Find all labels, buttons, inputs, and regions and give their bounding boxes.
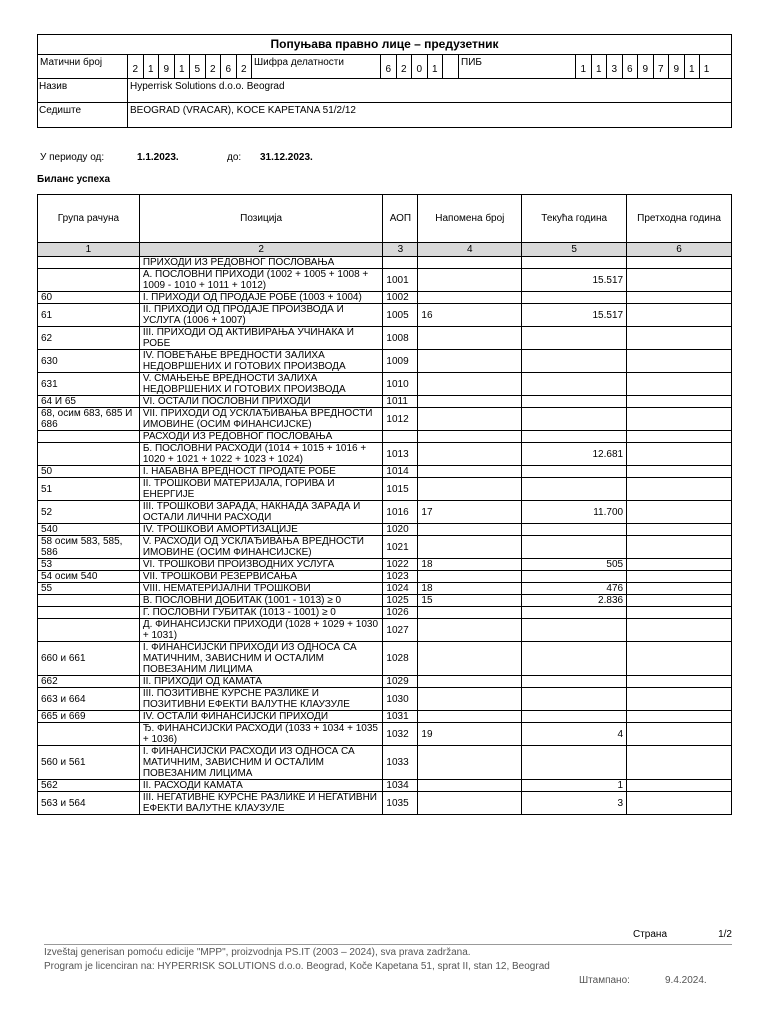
group-cell: 562 (38, 780, 140, 792)
group-cell (38, 431, 140, 443)
report-page (37, 34, 732, 986)
position-cell: V. РАСХОДИ ОД УСКЛАЂИВАЊА ВРЕДНОСТИ ИМОВИНЕ (ОСИМ ФИНАНСИЈСКЕ) (139, 536, 383, 559)
sifra-digits (381, 55, 443, 78)
position-cell: VIII. НЕМАТЕРИЈАЛНИ ТРОШКОВИ (139, 583, 383, 595)
position-cell: В. ПОСЛОВНИ ДОБИТАК (1001 - 1013) ≥ 0 (139, 595, 383, 607)
section-title: Биланс успеха (37, 174, 111, 185)
group-cell: 660 и 661 (38, 642, 140, 676)
previous-year-cell (627, 408, 732, 431)
note-cell (418, 711, 522, 723)
table-row (38, 792, 732, 815)
group-cell: 62 (38, 327, 140, 350)
position-cell: А. ПОСЛОВНИ ПРИХОДИ (1002 + 1005 + 1008 + 1009 - 1010 + 1011 + 1012) (139, 269, 383, 292)
note-cell (418, 619, 522, 642)
table-row (38, 373, 732, 396)
aop-cell: 1020 (383, 524, 418, 536)
aop-cell: 1011 (383, 396, 418, 408)
table-row (38, 619, 732, 642)
aop-cell: 1002 (383, 292, 418, 304)
previous-year-cell (627, 676, 732, 688)
note-cell (418, 257, 522, 269)
table-row (38, 723, 732, 746)
aop-cell: 1009 (383, 350, 418, 373)
position-cell: II. ПРИХОДИ ОД КАМАТА (139, 676, 383, 688)
maticni-digit: 5 (190, 55, 206, 78)
group-cell (38, 723, 140, 746)
pib-digits (576, 55, 713, 78)
position-cell: ПРИХОДИ ИЗ РЕДОВНОГ ПОСЛОВАЊА (139, 257, 383, 269)
group-cell: 663 и 664 (38, 688, 140, 711)
aop-cell: 1010 (383, 373, 418, 396)
note-cell (418, 746, 522, 780)
group-cell: 61 (38, 304, 140, 327)
note-cell (418, 676, 522, 688)
note-cell (418, 269, 522, 292)
table-row (38, 292, 732, 304)
position-cell: Д. ФИНАНСИЈСКИ ПРИХОДИ (1028 + 1029 + 1030 + 1031) (139, 619, 383, 642)
aop-cell: 1030 (383, 688, 418, 711)
maticni-digits (128, 55, 252, 78)
group-cell: 54 осим 540 (38, 571, 140, 583)
period-to-date: 31.12.2023. (260, 152, 313, 163)
current-year-cell (522, 642, 627, 676)
printed-label: Штампано: (579, 975, 630, 986)
current-year-cell (522, 688, 627, 711)
previous-year-cell (627, 642, 732, 676)
footer-license-note: Program je licenciran na: HYPERRISK SOLUTIONS d.o.o. Beograd, Koče Kapetana 51, sprat II, stan 12, Beograd (44, 961, 550, 972)
table-row (38, 642, 732, 676)
page-number: 1/2 (718, 929, 732, 940)
previous-year-cell (627, 466, 732, 478)
position-cell: I. ФИНАНСИЈСКИ РАСХОДИ ИЗ ОДНОСА СА МАТИЧНИМ, ЗАВИСНИМ И ОСТАЛИМ ПОВЕЗАНИМ ЛИЦИМА (139, 746, 383, 780)
aop-cell: 1021 (383, 536, 418, 559)
col-header-current-year: Текућа година (522, 195, 627, 243)
aop-cell: 1008 (383, 327, 418, 350)
naziv-value: Hyperrisk Solutions d.o.o. Beograd (130, 81, 285, 92)
current-year-cell (522, 408, 627, 431)
previous-year-cell (627, 559, 732, 571)
col-header-note: Напомена број (418, 195, 522, 243)
col-header-position: Позиција (139, 195, 383, 243)
note-cell: 19 (418, 723, 522, 746)
note-cell (418, 524, 522, 536)
table-row (38, 676, 732, 688)
group-cell: 52 (38, 501, 140, 524)
current-year-cell (522, 396, 627, 408)
table-row (38, 408, 732, 431)
table-row (38, 501, 732, 524)
note-cell (418, 396, 522, 408)
current-year-cell: 3 (522, 792, 627, 815)
position-cell: IV. ОСТАЛИ ФИНАНСИЈСКИ ПРИХОДИ (139, 711, 383, 723)
col-num: 5 (522, 243, 627, 257)
aop-cell: 1014 (383, 466, 418, 478)
company-header-box (37, 34, 732, 128)
current-year-cell (522, 607, 627, 619)
col-num: 2 (139, 243, 383, 257)
col-num: 6 (627, 243, 732, 257)
table-row (38, 443, 732, 466)
position-cell: IV. ПОВЕЋАЊЕ ВРЕДНОСТИ ЗАЛИХА НЕДОВРШЕНИХ И ГОТОВИХ ПРОИЗВОДА (139, 350, 383, 373)
current-year-cell: 11.700 (522, 501, 627, 524)
position-cell: VII. ТРОШКОВИ РЕЗЕРВИСАЊА (139, 571, 383, 583)
current-year-cell (522, 619, 627, 642)
previous-year-cell (627, 746, 732, 780)
maticni-digit: 1 (144, 55, 160, 78)
sediste-value: BEOGRAD (VRACAR), KOCE KAPETANA 51/2/12 (130, 105, 356, 116)
position-cell: I. ФИНАНСИЈСКИ ПРИХОДИ ИЗ ОДНОСА СА МАТИЧНИМ, ЗАВИСНИМ И ОСТАЛИМ ПОВЕЗАНИМ ЛИЦИМА (139, 642, 383, 676)
aop-cell: 1024 (383, 583, 418, 595)
aop-cell: 1013 (383, 443, 418, 466)
position-cell: IV. ТРОШКОВИ АМОРТИЗАЦИЈЕ (139, 524, 383, 536)
aop-cell (383, 257, 418, 269)
note-cell: 15 (418, 595, 522, 607)
group-cell: 68, осим 683, 685 И 686 (38, 408, 140, 431)
current-year-cell (522, 676, 627, 688)
pib-digit: 6 (623, 55, 639, 78)
previous-year-cell (627, 478, 732, 501)
current-year-cell (522, 373, 627, 396)
pib-digit: 3 (607, 55, 623, 78)
note-cell (418, 792, 522, 815)
table-row (38, 607, 732, 619)
current-year-cell (522, 571, 627, 583)
maticni-label: Матични број (38, 55, 128, 78)
col-header-aop: АОП (383, 195, 418, 243)
maticni-digit: 1 (175, 55, 191, 78)
position-cell: III. ПОЗИТИВНЕ КУРСНЕ РАЗЛИКЕ И ПОЗИТИВНИ ЕФЕКТИ ВАЛУТНЕ КЛАУЗУЛЕ (139, 688, 383, 711)
aop-cell: 1023 (383, 571, 418, 583)
previous-year-cell (627, 373, 732, 396)
spacer-cell (443, 55, 459, 78)
previous-year-cell (627, 780, 732, 792)
aop-cell: 1025 (383, 595, 418, 607)
group-cell: 560 и 561 (38, 746, 140, 780)
aop-cell: 1016 (383, 501, 418, 524)
group-cell: 540 (38, 524, 140, 536)
col-num: 1 (38, 243, 140, 257)
pib-label: ПИБ (459, 55, 576, 78)
group-cell (38, 595, 140, 607)
previous-year-cell (627, 327, 732, 350)
table-row (38, 350, 732, 373)
previous-year-cell (627, 431, 732, 443)
group-cell: 58 осим 583, 585, 586 (38, 536, 140, 559)
table-row (38, 396, 732, 408)
group-cell (38, 443, 140, 466)
position-cell: VI. ОСТАЛИ ПОСЛОВНИ ПРИХОДИ (139, 396, 383, 408)
previous-year-cell (627, 524, 732, 536)
note-cell (418, 431, 522, 443)
current-year-cell: 2.836 (522, 595, 627, 607)
sifra-digit: 6 (381, 55, 397, 78)
pib-digit: 9 (669, 55, 685, 78)
note-cell (418, 536, 522, 559)
note-cell: 17 (418, 501, 522, 524)
period-from-label: У периоду од: (40, 152, 105, 163)
aop-cell: 1034 (383, 780, 418, 792)
current-year-cell (522, 350, 627, 373)
note-cell (418, 373, 522, 396)
previous-year-cell (627, 536, 732, 559)
note-cell (418, 466, 522, 478)
group-cell: 630 (38, 350, 140, 373)
printed-date: 9.4.2024. (665, 975, 707, 986)
note-cell (418, 571, 522, 583)
table-row (38, 746, 732, 780)
position-cell: РАСХОДИ ИЗ РЕДОВНОГ ПОСЛОВАЊА (139, 431, 383, 443)
group-cell (38, 619, 140, 642)
table-row (38, 431, 732, 443)
column-number-row (38, 243, 732, 257)
col-header-group: Група рачуна (38, 195, 140, 243)
current-year-cell (522, 524, 627, 536)
previous-year-cell (627, 292, 732, 304)
col-num: 3 (383, 243, 418, 257)
position-cell: V. СМАЊЕЊЕ ВРЕДНОСТИ ЗАЛИХА НЕДОВРШЕНИХ И ГОТОВИХ ПРОИЗВОДА (139, 373, 383, 396)
position-cell: Ђ. ФИНАНСИЈСКИ РАСХОДИ (1033 + 1034 + 1035 + 1036) (139, 723, 383, 746)
footer-generated-note: Izveštaj generisan pomoću edicije "MPP", proizvodnja PS.IT (2003 – 2024), sva prava zadržana. (44, 947, 471, 958)
header-title: Попуњава правно лице – предузетник (38, 35, 731, 55)
table-row (38, 524, 732, 536)
previous-year-cell (627, 571, 732, 583)
maticni-digit: 2 (237, 55, 253, 78)
current-year-cell (522, 746, 627, 780)
current-year-cell: 476 (522, 583, 627, 595)
previous-year-cell (627, 711, 732, 723)
note-cell: 18 (418, 583, 522, 595)
note-cell: 18 (418, 559, 522, 571)
table-row (38, 780, 732, 792)
group-cell: 53 (38, 559, 140, 571)
position-cell: I. НАБАВНА ВРЕДНОСТ ПРОДАТЕ РОБЕ (139, 466, 383, 478)
sediste-row (38, 103, 731, 127)
aop-cell: 1031 (383, 711, 418, 723)
group-cell (38, 607, 140, 619)
note-cell (418, 327, 522, 350)
note-cell (418, 607, 522, 619)
aop-cell (383, 431, 418, 443)
current-year-cell (522, 711, 627, 723)
maticni-digit: 2 (206, 55, 222, 78)
previous-year-cell (627, 595, 732, 607)
period-from-date: 1.1.2023. (137, 152, 179, 163)
aop-cell: 1033 (383, 746, 418, 780)
group-cell: 64 И 65 (38, 396, 140, 408)
group-cell: 50 (38, 466, 140, 478)
note-cell (418, 642, 522, 676)
previous-year-cell (627, 269, 732, 292)
table-row (38, 559, 732, 571)
current-year-cell (522, 327, 627, 350)
footer-divider (44, 944, 732, 945)
group-cell: 60 (38, 292, 140, 304)
pib-digit: 9 (638, 55, 654, 78)
period-to-label: до: (227, 152, 242, 163)
table-row (38, 257, 732, 269)
current-year-cell: 12.681 (522, 443, 627, 466)
previous-year-cell (627, 723, 732, 746)
group-cell: 631 (38, 373, 140, 396)
current-year-cell (522, 431, 627, 443)
sediste-label: Седиште (38, 103, 128, 127)
naziv-label: Назив (38, 79, 128, 102)
id-numbers-row (38, 55, 731, 79)
aop-cell: 1012 (383, 408, 418, 431)
group-cell: 665 и 669 (38, 711, 140, 723)
position-cell: III. ТРОШКОВИ ЗАРАДА, НАКНАДА ЗАРАДА И ОСТАЛИ ЛИЧНИ РАСХОДИ (139, 501, 383, 524)
previous-year-cell (627, 792, 732, 815)
table-row (38, 688, 732, 711)
income-statement-table (37, 194, 732, 815)
table-row (38, 327, 732, 350)
group-cell (38, 269, 140, 292)
current-year-cell (522, 292, 627, 304)
table-row (38, 304, 732, 327)
previous-year-cell (627, 257, 732, 269)
group-cell: 51 (38, 478, 140, 501)
current-year-cell: 505 (522, 559, 627, 571)
current-year-cell (522, 257, 627, 269)
aop-cell: 1028 (383, 642, 418, 676)
position-cell: II. РАСХОДИ КАМАТА (139, 780, 383, 792)
note-cell (418, 443, 522, 466)
table-row (38, 478, 732, 501)
aop-cell: 1026 (383, 607, 418, 619)
position-cell: II. ТРОШКОВИ МАТЕРИЈАЛА, ГОРИВА И ЕНЕРГИЈЕ (139, 478, 383, 501)
maticni-digit: 6 (221, 55, 237, 78)
previous-year-cell (627, 304, 732, 327)
current-year-cell: 4 (522, 723, 627, 746)
period-line (40, 152, 313, 163)
note-cell (418, 780, 522, 792)
position-cell: II. ПРИХОДИ ОД ПРОДАЈЕ ПРОИЗВОДА И УСЛУГА (1006 + 1007) (139, 304, 383, 327)
current-year-cell (522, 478, 627, 501)
position-cell: VI. ТРОШКОВИ ПРОИЗВОДНИХ УСЛУГА (139, 559, 383, 571)
col-header-previous-year: Претходна година (627, 195, 732, 243)
maticni-digit: 2 (128, 55, 144, 78)
previous-year-cell (627, 607, 732, 619)
position-cell: Б. ПОСЛОВНИ РАСХОДИ (1014 + 1015 + 1016 + 1020 + 1021 + 1022 + 1023 + 1024) (139, 443, 383, 466)
aop-cell: 1005 (383, 304, 418, 327)
aop-cell: 1022 (383, 559, 418, 571)
group-cell: 662 (38, 676, 140, 688)
table-row (38, 711, 732, 723)
pib-digit: 1 (685, 55, 701, 78)
table-row (38, 583, 732, 595)
table-row (38, 536, 732, 559)
current-year-cell: 1 (522, 780, 627, 792)
note-cell (418, 408, 522, 431)
table-row (38, 595, 732, 607)
naziv-row (38, 79, 731, 103)
position-cell: VII. ПРИХОДИ ОД УСКЛАЂИВАЊА ВРЕДНОСТИ ИМОВИНЕ (ОСИМ ФИНАНСИЈСКЕ) (139, 408, 383, 431)
aop-cell: 1027 (383, 619, 418, 642)
table-row (38, 571, 732, 583)
previous-year-cell (627, 396, 732, 408)
note-cell (418, 350, 522, 373)
current-year-cell (522, 466, 627, 478)
aop-cell: 1035 (383, 792, 418, 815)
sifra-label: Шифра делатности (252, 55, 381, 78)
position-cell: III. ПРИХОДИ ОД АКТИВИРАЊА УЧИНАКА И РОБЕ (139, 327, 383, 350)
col-num: 4 (418, 243, 522, 257)
maticni-digit: 9 (159, 55, 175, 78)
sifra-digit: 2 (397, 55, 413, 78)
note-cell: 16 (418, 304, 522, 327)
previous-year-cell (627, 688, 732, 711)
pib-digit: 1 (703, 64, 710, 75)
position-cell: Г. ПОСЛОВНИ ГУБИТАК (1013 - 1001) ≥ 0 (139, 607, 383, 619)
sifra-digit: 1 (428, 55, 444, 78)
pib-digit: 7 (654, 55, 670, 78)
note-cell (418, 292, 522, 304)
aop-cell: 1015 (383, 478, 418, 501)
note-cell (418, 478, 522, 501)
group-cell: 55 (38, 583, 140, 595)
aop-cell: 1029 (383, 676, 418, 688)
sifra-digit: 0 (412, 55, 428, 78)
previous-year-cell (627, 619, 732, 642)
previous-year-cell (627, 350, 732, 373)
strana-label: Страна (633, 929, 668, 940)
previous-year-cell (627, 583, 732, 595)
aop-cell: 1001 (383, 269, 418, 292)
position-cell: I. ПРИХОДИ ОД ПРОДАЈЕ РОБЕ (1003 + 1004) (139, 292, 383, 304)
table-row (38, 269, 732, 292)
pib-digit: 1 (576, 55, 592, 78)
group-cell: 563 и 564 (38, 792, 140, 815)
previous-year-cell (627, 443, 732, 466)
group-cell (38, 257, 140, 269)
pib-digit: 1 (592, 55, 608, 78)
previous-year-cell (627, 501, 732, 524)
table-row (38, 466, 732, 478)
table-header-row (38, 195, 732, 243)
note-cell (418, 688, 522, 711)
position-cell: III. НЕГАТИВНЕ КУРСНЕ РАЗЛИКЕ И НЕГАТИВНИ ЕФЕКТИ ВАЛУТНЕ КЛАУЗУЛЕ (139, 792, 383, 815)
current-year-cell (522, 536, 627, 559)
current-year-cell: 15.517 (522, 269, 627, 292)
current-year-cell: 15.517 (522, 304, 627, 327)
aop-cell: 1032 (383, 723, 418, 746)
